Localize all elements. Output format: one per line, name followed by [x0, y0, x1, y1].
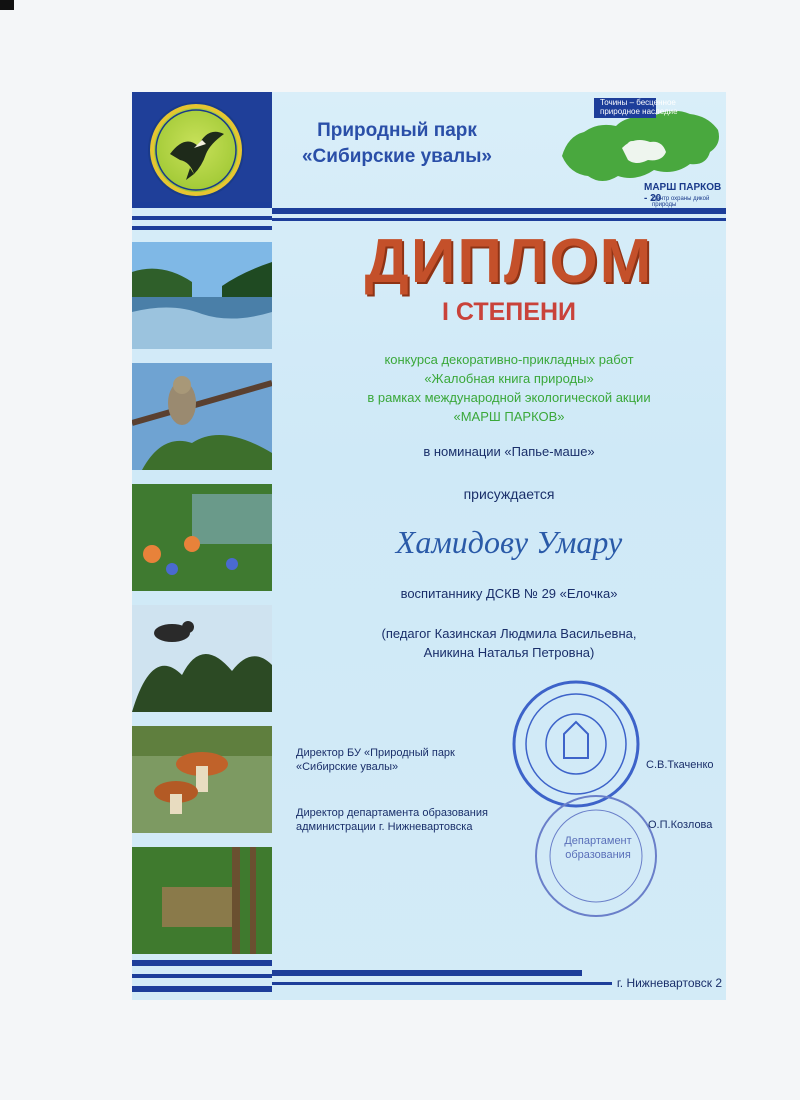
map-label: МАРШ ПАРКОВ - 20 [644, 182, 722, 204]
director1-line1: Директор БУ «Природный парк [296, 747, 455, 759]
map-header-text [600, 98, 678, 116]
park-title-line1: Природный парк [317, 120, 477, 141]
director1-line2: «Сибирские увалы» [296, 761, 399, 773]
bottom-bar-thin [272, 982, 612, 985]
scan-corner-mark [0, 0, 14, 10]
photo-mushrooms [132, 726, 272, 833]
photo-flowers [132, 484, 272, 591]
director2-title [296, 806, 488, 834]
bottom-left-bar-2 [132, 974, 272, 978]
contest-line3: в рамках международной экологической акции [367, 390, 651, 405]
stamp2-line2: образования [565, 849, 631, 861]
teachers-line1: (педагог Казинская Людмила Васильевна, [381, 626, 637, 641]
director1-title [296, 746, 455, 774]
footer-city: г. Нижневартовск 2 [616, 976, 722, 990]
contest-line4: «МАРШ ПАРКОВ» [453, 409, 565, 424]
diploma-degree: I СТЕПЕНИ [442, 298, 576, 326]
park-title-line2: «Сибирские увалы» [301, 146, 493, 167]
bottom-left-bar-1 [132, 960, 272, 966]
left-bar-1 [132, 202, 272, 208]
header-logo-panel [132, 92, 272, 202]
institution-text: воспитаннику ДСКВ № 29 «Елочка» [400, 586, 618, 601]
teachers-line2: Аникина Наталья Петровна) [423, 645, 595, 660]
map-header-line2: природное наследие [600, 107, 678, 116]
stamp2-line1: Департамент [564, 835, 632, 847]
top-bar-thick [272, 208, 726, 214]
park-title [282, 118, 512, 170]
bottom-bar-thick [272, 970, 582, 976]
park-logo [148, 102, 244, 198]
director2-name: О.П.Козлова [648, 819, 713, 831]
map-header-line1: Точины – бесценное [600, 98, 676, 107]
stamp2-text [562, 834, 634, 862]
official-stamp-1 [510, 678, 642, 810]
top-bar-thin [272, 218, 726, 221]
contest-line2: «Жалобная книга природы» [424, 371, 594, 386]
bottom-left-bar-3 [132, 986, 272, 992]
diploma-title: ДИПЛОМ [364, 227, 654, 296]
diploma-sheet [132, 92, 726, 1000]
left-bar-2 [132, 216, 272, 220]
photo-river [132, 242, 272, 349]
director2-line1: Директор департамента образования [296, 807, 488, 819]
director1-name: С.В.Ткаченко [646, 759, 714, 771]
awarded-text: присуждается [463, 486, 555, 502]
contest-line1: конкурса декоративно-прикладных работ [384, 352, 634, 367]
nomination-text: в номинации «Папье-маше» [423, 444, 595, 459]
left-bar-3 [132, 226, 272, 230]
winner-name: Хамидову Умару [395, 524, 623, 560]
director2-line2: администрации г. Нижневартовска [296, 821, 473, 833]
photo-forest-pond [132, 847, 272, 954]
map-subtitle: Центр охраны дикой природы [652, 196, 710, 208]
photo-owl [132, 363, 272, 470]
osprey-emblem-icon [150, 104, 242, 196]
photo-crow [132, 605, 272, 712]
